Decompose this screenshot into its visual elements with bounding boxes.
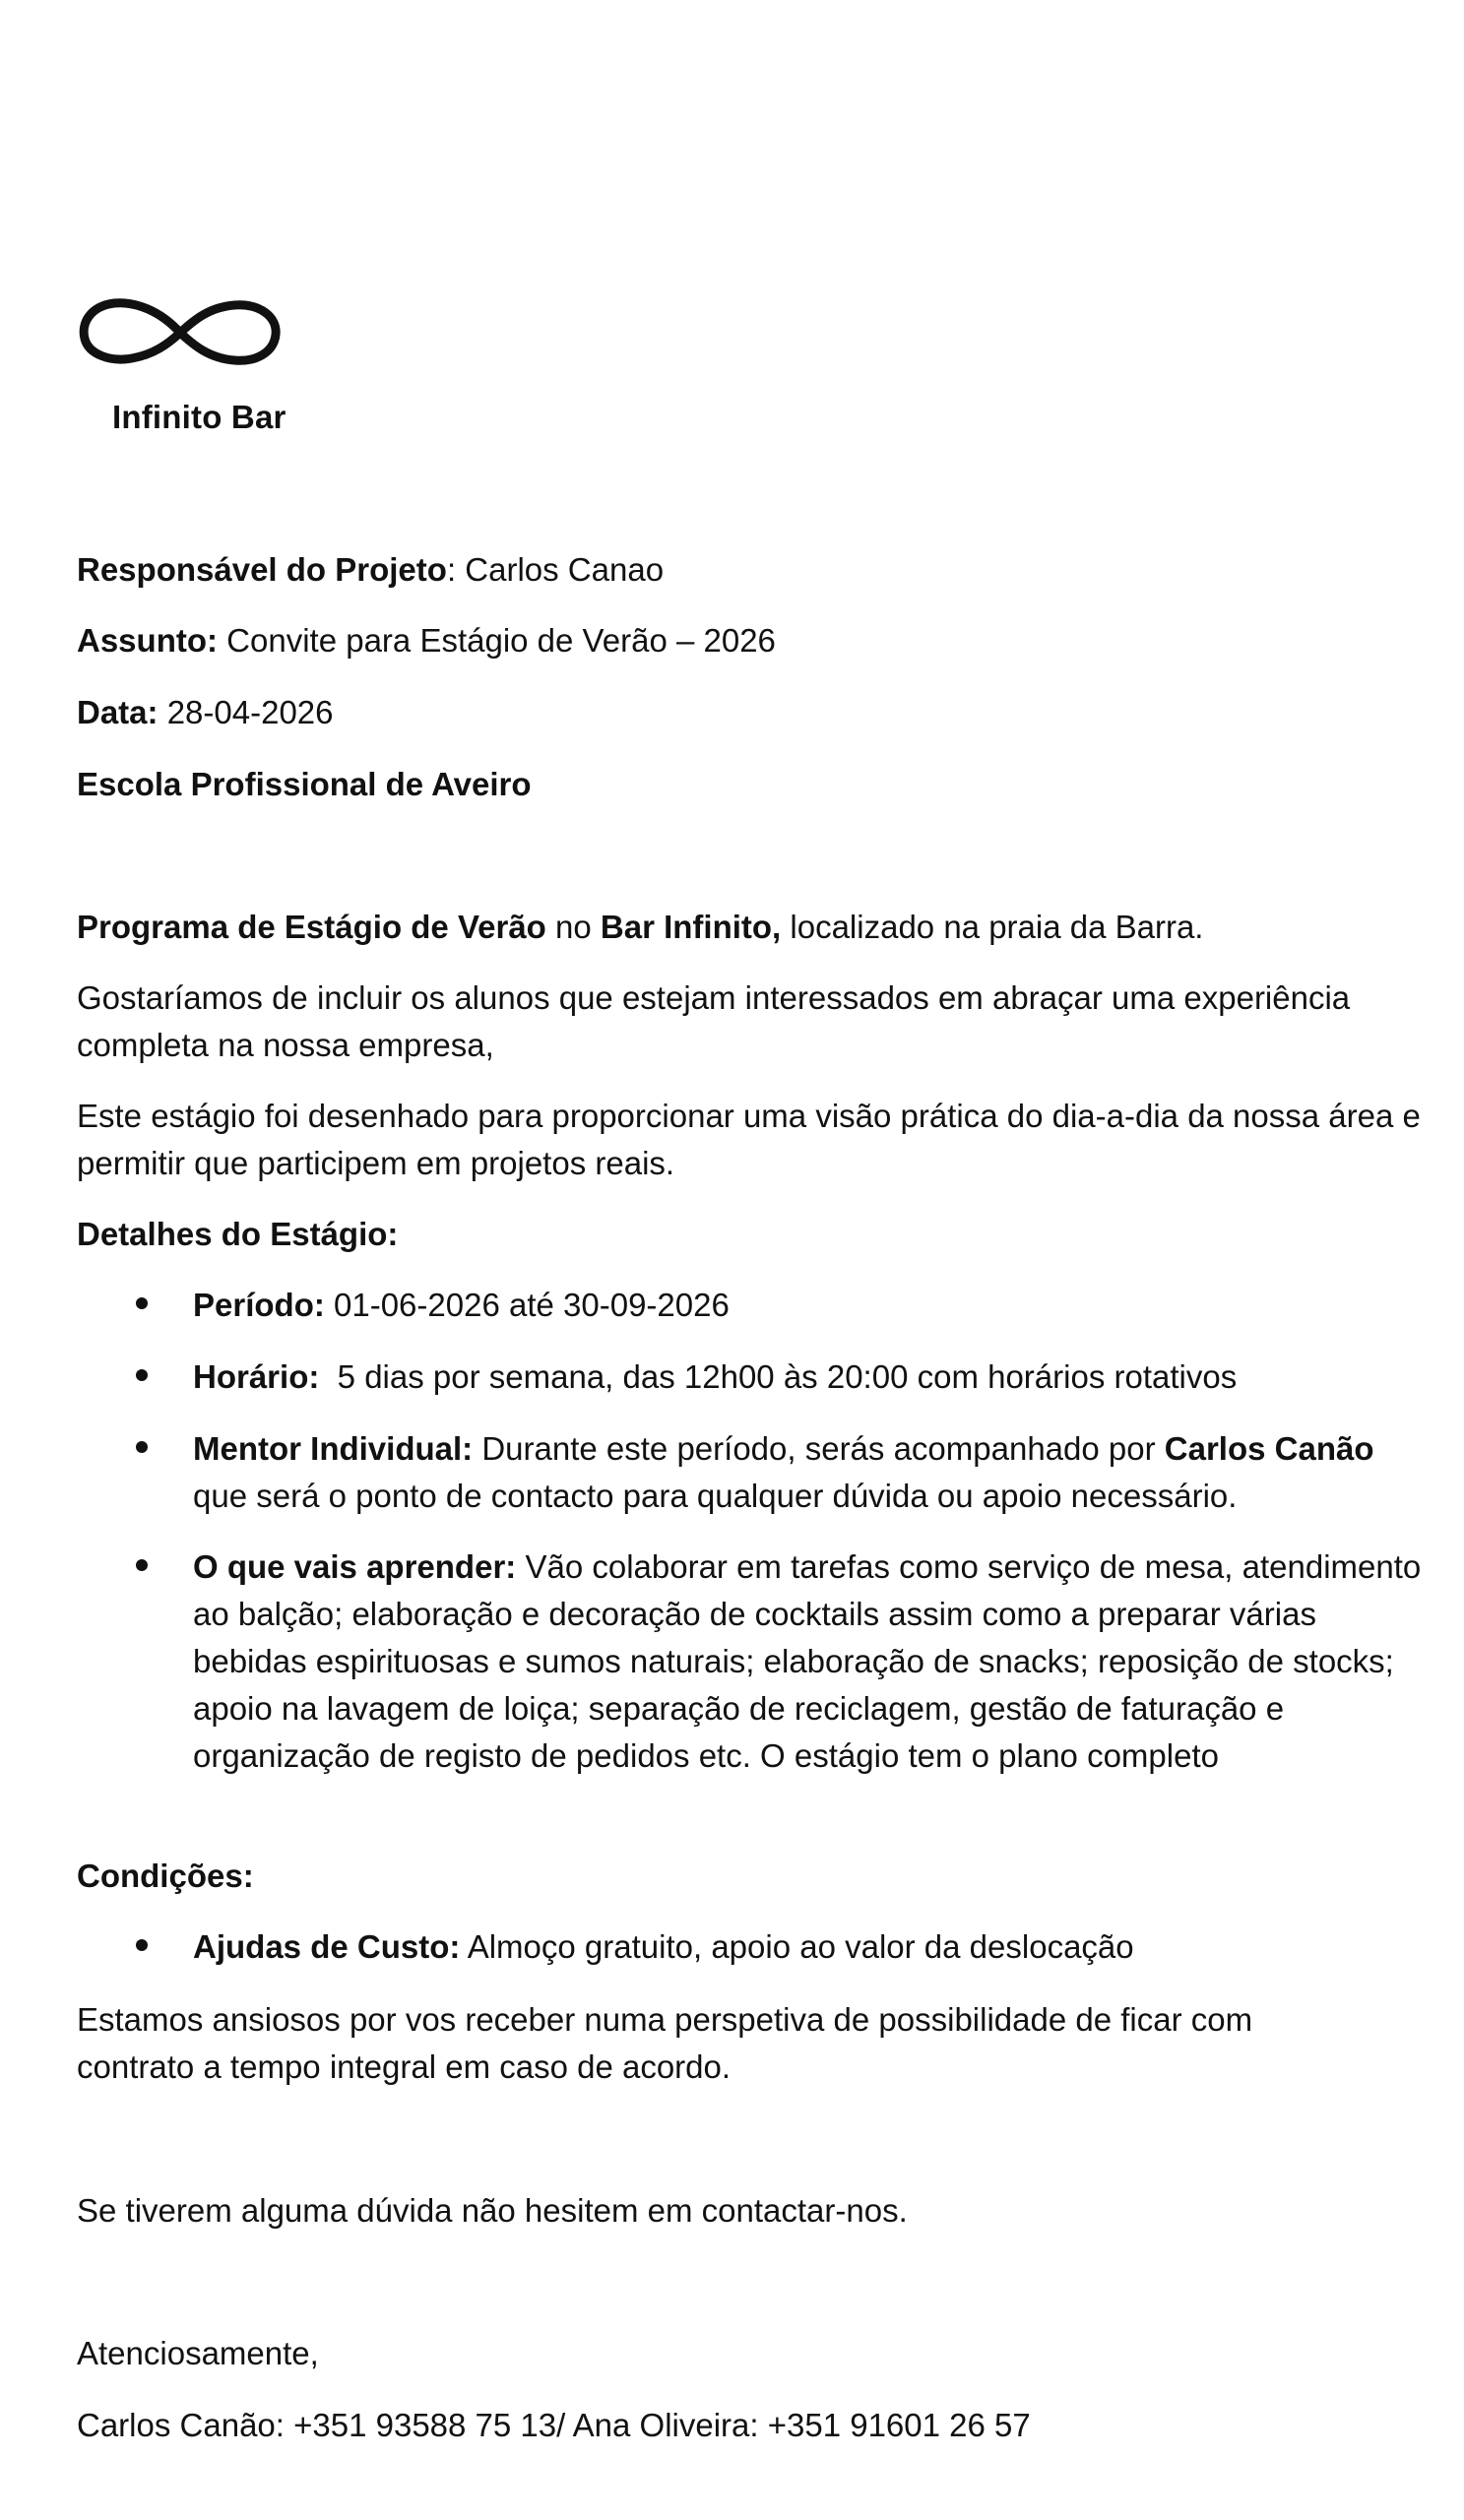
mentor-text-2: que será o ponto de contacto para qualquer dúvida ou apoio necessário. [193,1478,1238,1514]
ajudas-value: Almoço gratuito, apoio ao valor da deslocação [460,1928,1134,1965]
intro-paragraph-2: Gostaríamos de incluir os alunos que estejam interessados em abraçar uma experiência completa na nossa empresa, [77,979,1351,1063]
mentor-label: Mentor Individual: [193,1430,474,1467]
mentor-item [193,1425,1424,1520]
responsavel-label: Responsável do Projeto [77,551,447,588]
bullet-icon [136,1939,148,1951]
escola-name: Escola Profissional de Aveiro [77,766,532,802]
infinity-logo-icon [77,293,284,372]
bullet-icon [136,1441,148,1453]
aprender-item [193,1544,1424,1780]
company-name: Infinito Bar [112,399,286,435]
contacts-line: Carlos Canão: +351 93588 75 13/ Ana Oliveira: +351 91601 26 57 [77,2407,1031,2443]
mentor-text: Durante este período, serás acompanhado por [473,1430,1165,1467]
mentor-name: Carlos Canão [1164,1430,1374,1467]
aprender-value: Vão colaborar em tarefas como serviço de mesa, atendimento ao balção; elaboração e decoração de cocktails assim como a preparar várias bebidas espirituosas e sumos naturais; elaboração de snacks; reposição de stocks; apoio na lavagem de loiça; separação de reciclagem, gestão de faturação e organização de registo de pedidos etc. O estágio tem o plano completo [193,1548,1422,1774]
intro-paragraph-3: Este estágio foi desenhado para proporcionar uma visão prática do dia-a-dia da nossa área e permitir que participem em projetos reais. [77,1098,1421,1181]
questions-line: Se tiverem alguma dúvida não hesitem em contactar-nos. [77,2192,908,2229]
intro-text: no [545,909,601,945]
periodo-value: 01-06-2026 até 30-09-2026 [324,1287,730,1323]
responsavel-value: : Carlos Canao [446,551,665,588]
horario-value: 5 dias por semana, das 12h00 às 20:00 com horários rotativos [319,1358,1238,1395]
assunto-value: Convite para Estágio de Verão – 2026 [218,622,776,659]
intro-paragraph-1 [77,904,1203,951]
location-text: localizado na praia da Barra. [781,909,1204,945]
periodo-item [193,1282,1424,1329]
ajudas-item [193,1923,1424,1971]
assunto-line [77,617,776,664]
program-name: Programa de Estágio de Verão [77,909,546,945]
horario-label: Horário: [193,1358,320,1395]
periodo-label: Período: [193,1287,325,1323]
data-value: 28-04-2026 [158,694,334,730]
data-label: Data: [77,694,159,730]
detalhes-heading: Detalhes do Estágio: [77,1216,399,1252]
bullet-icon [136,1559,148,1571]
bullet-icon [136,1369,148,1381]
closing-paragraph: Estamos ansiosos por vos receber numa perspetiva de possibilidade de ficar com contrato a tempo integral em caso de acordo. [77,2001,1253,2085]
responsavel-line [77,546,664,594]
ajudas-label: Ajudas de Custo: [193,1928,461,1965]
horario-item [193,1354,1424,1401]
aprender-label: O que vais aprender: [193,1548,517,1585]
assunto-label: Assunto: [77,622,218,659]
condicoes-heading: Condições: [77,1858,254,1894]
bullet-icon [136,1297,148,1309]
data-line [77,689,334,736]
bar-name: Bar Infinito, [600,909,782,945]
signoff: Atenciosamente, [77,2335,319,2371]
